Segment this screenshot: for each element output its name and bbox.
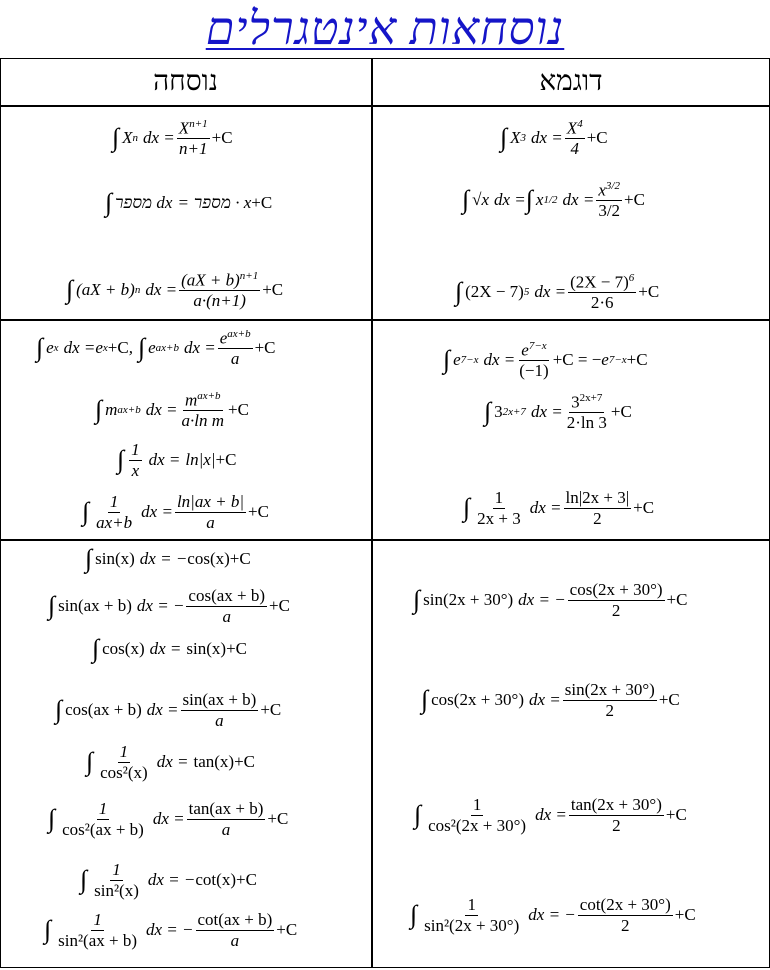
section-divider-2	[0, 539, 770, 541]
formula-csc2: ∫ 1 sin²(x) dx = − cot(x) +C	[80, 860, 257, 900]
formula-csc2-linear: ∫ 1 sin²(ax + b) dx = − cot(ax + b) a +C	[44, 910, 298, 950]
formula-cos: ∫ cos(x) dx = sin(x) +C	[92, 634, 247, 663]
formula-linear-reciprocal: ∫ 1 ax+b dx = ln|ax + b| a +C	[82, 492, 269, 532]
example-cos: ∫ cos(2x + 30°) dx = sin(2x + 30°) 2 +C	[421, 680, 680, 720]
formula-exp: ∫ e x dx = e x +C , ∫ e ax+b dx = $e^{ax+b}$ a +C	[36, 328, 276, 369]
example-sqrt: ∫ √x dx = ∫ x 1/2 dx = $x^{3/2}$ 3/2 +C	[462, 180, 645, 221]
integral-sign: ∫	[112, 123, 120, 153]
example-general-exp: ∫ 3 2x+7 dx = $3^{2x+7}$ 2·ln 3 +C	[484, 392, 632, 433]
column-divider	[371, 58, 373, 968]
formula-linear-power: ∫ (aX + b) n dx = (aX + b)$^{n+1}$ a·(n+1) +C	[66, 270, 284, 311]
example-linear-reciprocal: ∫ 1 2x + 3 dx = ln|2x + 3| 2 +C	[463, 488, 655, 528]
header-formula: נוסחה	[153, 66, 218, 97]
formula-sec2-linear: ∫ 1 cos²(ax + b) dx = tan(ax + b) a +C	[48, 799, 289, 839]
section-divider-1	[0, 319, 770, 321]
example-sin: ∫ sin(2x + 30°) dx = − cos(2x + 30°) 2 +C	[413, 580, 688, 620]
formula-sin-linear: ∫ sin(ax + b) dx = − cos(ax + b) a +C	[48, 586, 290, 626]
example-linear-power: ∫ (2X − 7) 5 dx = $(2X - 7)^6$ 2·6 +C	[455, 272, 660, 313]
example-csc2: ∫ 1 sin²(2x + 30°) dx = − cot(2x + 30°) 2 +C	[410, 895, 696, 935]
formula-cos-linear: ∫ cos(ax + b) dx = sin(ax + b) a +C	[55, 690, 282, 730]
formula-sec2: ∫ 1 cos²(x) dx = tan(x) +C	[86, 742, 256, 782]
example-exp: ∫ e 7−x dx = $e^{7-x}$ (−1) +C = − e 7−x +C	[443, 340, 648, 381]
header-example: דוגמא	[539, 66, 603, 97]
formula-general-exp: ∫ m ax+b dx = $m^{ax+b}$ a·ln m +C	[95, 390, 249, 431]
formula-constant: ∫ מספר dx = מספר · x +C	[105, 188, 273, 217]
formula-power: ∫ X n dx = $X^{n+1}$ n+1 +C	[112, 118, 233, 159]
formula-reciprocal: ∫ 1 x dx = ln|x| +C	[117, 440, 237, 480]
example-power: ∫ X 3 dx = $X^4$ 4 +C	[500, 118, 608, 159]
header-divider	[0, 105, 770, 107]
example-sec2: ∫ 1 cos²(2x + 30°) dx = tan(2x + 30°) 2 +C	[414, 795, 687, 835]
formula-sin: ∫ sin(x) dx = − cos(x) +C	[85, 544, 251, 573]
page-title: נוסחאות אינטגרלים	[205, 3, 565, 54]
